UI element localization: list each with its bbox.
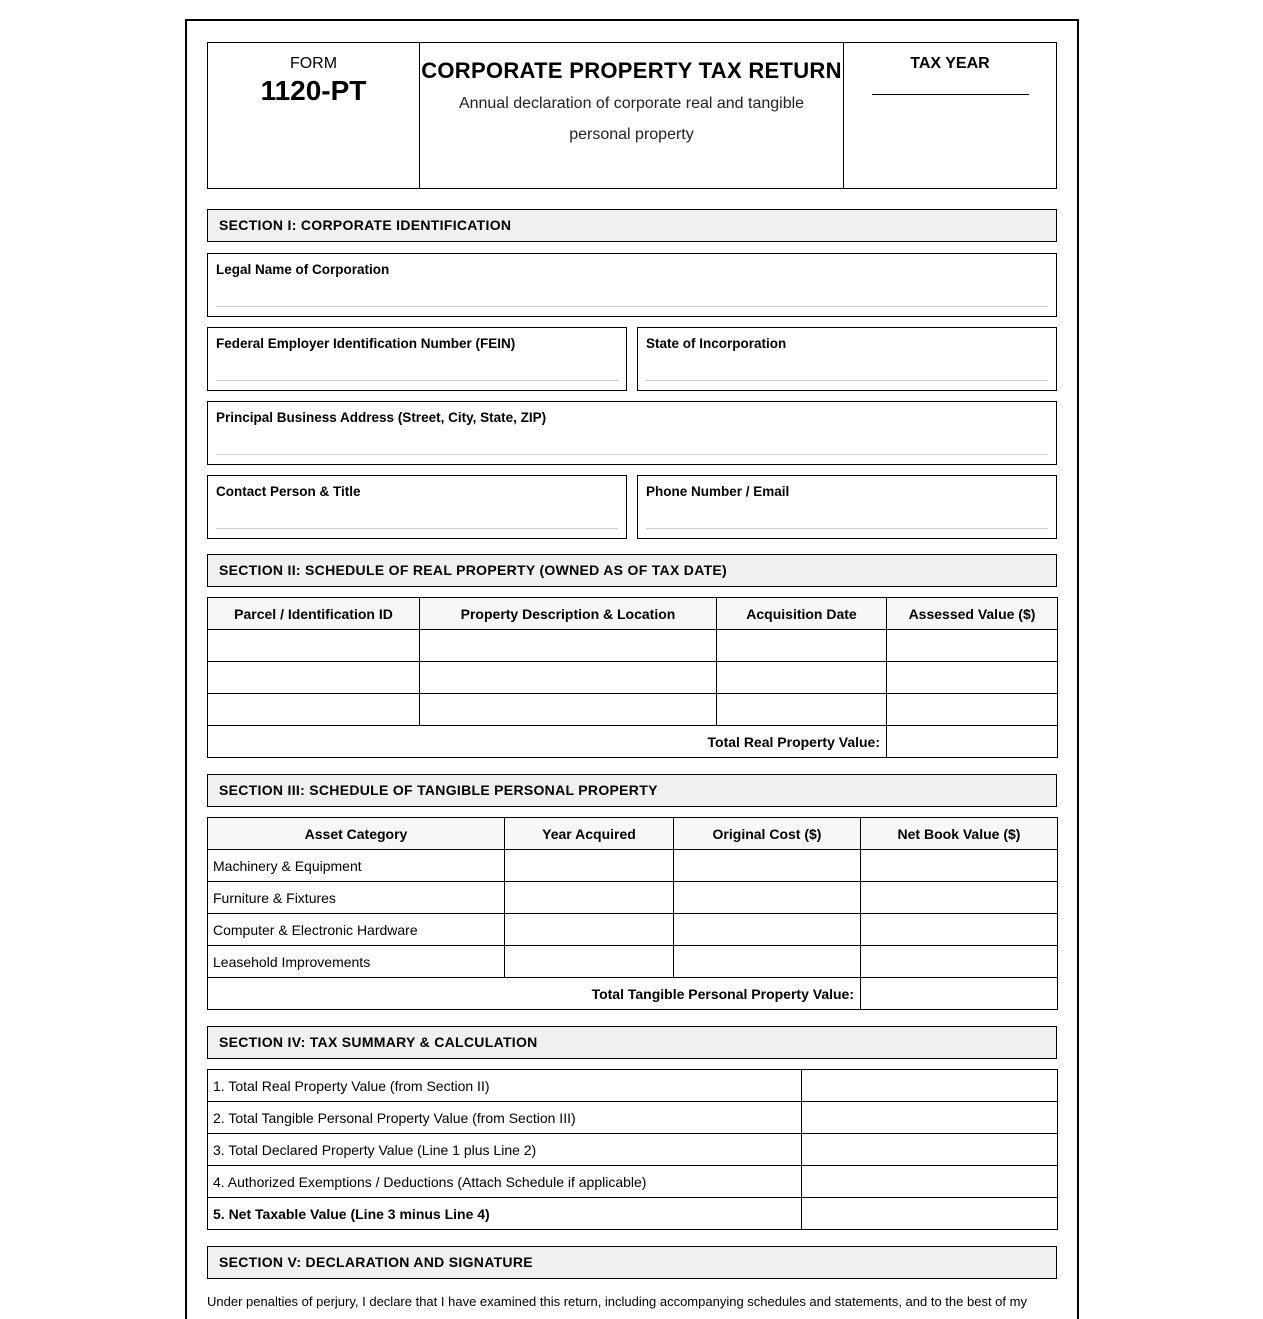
- fein-input-line[interactable]: [216, 380, 618, 381]
- state-input-line[interactable]: [646, 380, 1048, 381]
- total-real-property-cell[interactable]: [887, 726, 1058, 758]
- table-row: [208, 946, 1058, 978]
- address-input-line[interactable]: [216, 454, 1048, 455]
- assessed-value-cell[interactable]: [887, 630, 1058, 662]
- net-taxable-value-cell[interactable]: [802, 1198, 1058, 1230]
- address-field[interactable]: [207, 401, 1057, 465]
- fein-label: Federal Employer Identification Number (FEIN): [216, 336, 516, 351]
- parcel-id-cell[interactable]: [208, 662, 420, 694]
- description-cell[interactable]: [420, 694, 717, 726]
- legal-name-label: Legal Name of Corporation: [216, 262, 390, 277]
- total-row: [208, 726, 1058, 758]
- original-cost-cell[interactable]: [674, 914, 861, 946]
- form-header: [207, 42, 1057, 189]
- table-row: [208, 914, 1058, 946]
- fein-state-row: [207, 327, 1057, 391]
- net-book-value-cell[interactable]: [861, 914, 1058, 946]
- phone-field[interactable]: [637, 475, 1057, 539]
- total-row: [208, 978, 1058, 1010]
- net-book-value-cell[interactable]: [861, 882, 1058, 914]
- section-2-header: SECTION II: SCHEDULE OF REAL PROPERTY (OWNED AS OF TAX DATE): [207, 554, 1057, 587]
- summary-line: [208, 1166, 1058, 1198]
- form-title: CORPORATE PROPERTY TAX RETURN: [421, 58, 842, 83]
- form-label: FORM: [289, 55, 338, 72]
- summary-line-value[interactable]: [802, 1134, 1058, 1166]
- personal-property-table: [207, 817, 1058, 1010]
- acquisition-date-cell[interactable]: [717, 694, 887, 726]
- summary-line: [208, 1102, 1058, 1134]
- declaration-text: Under penalties of perjury, I declare that I have examined this return, including accompanying schedules and statements, and to the best of my: [207, 1294, 1027, 1309]
- column-header: Asset Category: [208, 818, 505, 850]
- section-1-header: SECTION I: CORPORATE IDENTIFICATION: [207, 209, 1057, 242]
- tax-year-label: TAX YEAR: [910, 55, 990, 72]
- net-book-value-cell[interactable]: [861, 946, 1058, 978]
- original-cost-cell[interactable]: [674, 850, 861, 882]
- column-header: Year Acquired: [505, 818, 674, 850]
- acquisition-date-cell[interactable]: [717, 662, 887, 694]
- summary-line-label: 4. Authorized Exemptions / Deductions (Attach Schedule if applicable): [208, 1166, 802, 1198]
- form-number: 1120-PT: [260, 75, 367, 106]
- total-personal-property-label: Total Tangible Personal Property Value:: [208, 978, 861, 1010]
- column-header: Assessed Value ($): [887, 598, 1058, 630]
- column-header: Acquisition Date: [717, 598, 887, 630]
- acquisition-date-cell[interactable]: [717, 630, 887, 662]
- form-subtitle: Annual declaration of corporate real and tangible personal property: [458, 95, 805, 143]
- contact-input-line[interactable]: [216, 528, 618, 529]
- column-header: Original Cost ($): [674, 818, 861, 850]
- summary-line-label: 3. Total Declared Property Value (Line 1 plus Line 2): [208, 1134, 802, 1166]
- assessed-value-cell[interactable]: [887, 662, 1058, 694]
- year-acquired-cell[interactable]: [505, 850, 674, 882]
- description-cell[interactable]: [420, 630, 717, 662]
- net-book-value-cell[interactable]: [861, 850, 1058, 882]
- summary-line: [208, 1070, 1058, 1102]
- column-header: Net Book Value ($): [861, 818, 1058, 850]
- fein-field[interactable]: [207, 327, 627, 391]
- asset-category-cell: Computer & Electronic Hardware: [208, 914, 505, 946]
- total-personal-property-cell[interactable]: [861, 978, 1058, 1010]
- state-field[interactable]: [637, 327, 1057, 391]
- phone-input-line[interactable]: [646, 528, 1048, 529]
- description-cell[interactable]: [420, 662, 717, 694]
- tax-summary-table: [207, 1069, 1058, 1230]
- section-3-header: SECTION III: SCHEDULE OF TANGIBLE PERSONAL PROPERTY: [207, 774, 1057, 807]
- year-acquired-cell[interactable]: [505, 946, 674, 978]
- section-5-header: SECTION V: DECLARATION AND SIGNATURE: [207, 1246, 1057, 1279]
- parcel-id-cell[interactable]: [208, 630, 420, 662]
- tax-year-box: [844, 43, 1056, 188]
- original-cost-cell[interactable]: [674, 882, 861, 914]
- total-real-property-label: Total Real Property Value:: [208, 726, 887, 758]
- contact-field[interactable]: [207, 475, 627, 539]
- form-page: [185, 19, 1079, 1319]
- form-content: [207, 42, 1057, 1311]
- original-cost-cell[interactable]: [674, 946, 861, 978]
- contact-label: Contact Person & Title: [216, 484, 361, 499]
- address-label: Principal Business Address (Street, City, State, ZIP): [216, 410, 547, 425]
- asset-category-cell: Furniture & Fixtures: [208, 882, 505, 914]
- summary-line: [208, 1134, 1058, 1166]
- column-header: Property Description & Location: [420, 598, 717, 630]
- summary-line-value[interactable]: [802, 1070, 1058, 1102]
- form-id-box: [208, 43, 420, 188]
- column-header: Parcel / Identification ID: [208, 598, 420, 630]
- summary-line-value[interactable]: [802, 1102, 1058, 1134]
- summary-line-label: 1. Total Real Property Value (from Section II): [208, 1070, 802, 1102]
- table-header-row: [208, 598, 1058, 630]
- table-row: [208, 662, 1058, 694]
- assessed-value-cell[interactable]: [887, 694, 1058, 726]
- parcel-id-cell[interactable]: [208, 694, 420, 726]
- table-header-row: [208, 818, 1058, 850]
- table-row: [208, 630, 1058, 662]
- asset-category-cell: Machinery & Equipment: [208, 850, 505, 882]
- net-taxable-value-label: 5. Net Taxable Value (Line 3 minus Line 4): [208, 1198, 802, 1230]
- real-property-table: [207, 597, 1058, 758]
- legal-name-input-line[interactable]: [216, 306, 1048, 307]
- table-row: [208, 882, 1058, 914]
- table-row: [208, 850, 1058, 882]
- summary-line: [208, 1198, 1058, 1230]
- year-acquired-cell[interactable]: [505, 882, 674, 914]
- contact-phone-row: [207, 475, 1057, 539]
- tax-year-field[interactable]: [872, 94, 1029, 95]
- form-title-box: [420, 43, 844, 188]
- phone-label: Phone Number / Email: [646, 484, 790, 499]
- summary-line-value[interactable]: [802, 1166, 1058, 1198]
- legal-name-field[interactable]: [207, 253, 1057, 317]
- summary-line-label: 2. Total Tangible Personal Property Value (from Section III): [208, 1102, 802, 1134]
- year-acquired-cell[interactable]: [505, 914, 674, 946]
- asset-category-cell: Leasehold Improvements: [208, 946, 505, 978]
- state-label: State of Incorporation: [646, 336, 787, 351]
- section-4-header: SECTION IV: TAX SUMMARY & CALCULATION: [207, 1026, 1057, 1059]
- table-row: [208, 694, 1058, 726]
